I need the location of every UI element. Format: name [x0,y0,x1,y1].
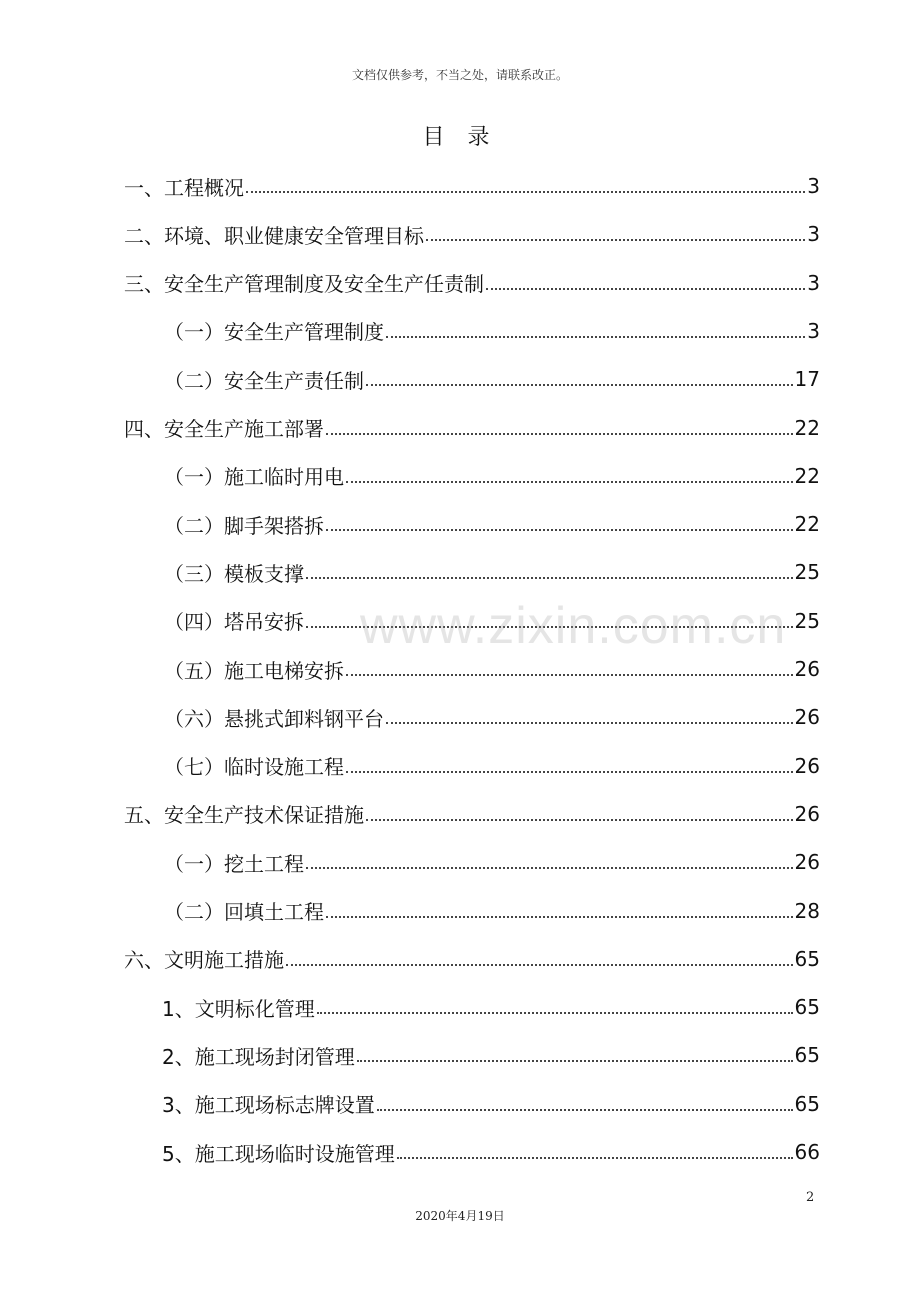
toc-entry[interactable] [164,645,820,693]
toc-entry[interactable] [164,693,820,741]
toc-dot-leader [357,1045,793,1065]
toc-title: 目 录 [422,125,498,150]
toc-dot-leader [386,321,805,341]
toc-entry[interactable] [164,548,820,596]
toc-entry-page: 3 [807,222,820,247]
toc-entry-label: 2、施工现场封闭管理 [162,1044,355,1069]
toc-dot-leader [346,659,793,679]
toc-entry-page: 26 [794,801,820,826]
toc-entry[interactable] [164,887,820,935]
toc-entry[interactable] [124,404,820,452]
toc-entry[interactable] [164,452,820,500]
toc-entry[interactable] [162,1080,820,1128]
footer-date: 2020年4月19日 [415,1209,505,1223]
toc-entry-label: （四）塔吊安拆 [164,610,304,635]
toc-dot-leader [286,949,793,969]
toc-entry[interactable] [162,1031,820,1079]
toc-entry-page: 26 [794,657,820,681]
header-note: 文档仅供参考，不当之处，请联系改正。 [351,68,568,82]
toc-entry-page: 65 [794,1091,820,1116]
toc-entry-page: 22 [794,415,820,440]
toc-entry[interactable] [164,838,820,886]
toc-entry[interactable] [164,597,820,645]
toc-entry-label: 三、安全生产管理制度及安全生产任责制 [124,272,484,297]
toc-dot-leader [366,369,793,389]
toc-entry-page: 22 [794,463,820,488]
toc-entry[interactable] [164,355,820,403]
toc-entry-label: 四、安全生产施工部署 [124,417,324,441]
toc-entry-label: 六、文明施工措施 [124,948,284,973]
toc-entry-label: （七）临时设施工程 [164,755,344,780]
toc-dot-leader [346,466,793,486]
toc-dot-leader [386,707,793,727]
toc-entry-label: （一）安全生产管理制度 [164,320,384,345]
toc-entry-page: 3 [807,174,820,198]
toc-dot-leader [326,514,793,534]
toc-entry-page: 25 [794,560,820,585]
toc-entry-page: 65 [794,995,820,1020]
toc-dot-leader [246,176,805,196]
watermark: www.zixin.com.cn [360,597,787,655]
toc-entry-page: 3 [807,318,820,343]
toc-entry-page: 26 [794,705,820,730]
toc-entry[interactable] [124,790,820,838]
toc-entry-page: 66 [794,1140,820,1164]
toc-dot-leader [346,756,793,776]
toc-dot-leader [306,611,793,631]
toc-entry-label: 3、施工现场标志牌设置 [162,1093,375,1118]
toc-entry-label: （六）悬挑式卸料钢平台 [164,706,384,731]
toc-entry-label: （五）施工电梯安拆 [164,658,344,683]
toc-entry-page: 3 [807,270,820,295]
toc-entry-label: 5、施工现场临时设施管理 [162,1141,395,1166]
page-number: 2 [806,1190,815,1205]
toc-entry-page: 25 [794,608,820,633]
toc-entry[interactable] [124,210,820,258]
toc-entry-label: （一）挖土工程 [164,851,304,876]
toc-dot-leader [306,852,793,872]
toc-entry[interactable] [164,500,820,548]
toc-entry-label: （一）施工临时用电 [164,465,344,490]
toc-entry-page: 22 [794,512,820,537]
toc-entry-label: （三）模板支撑 [164,561,304,586]
toc-entry-page: 65 [794,946,820,971]
toc-entry-label: （二）回填土工程 [164,900,324,924]
toc-entry-label: 五、安全生产技术保证措施 [124,803,364,828]
toc-entry-label: 一、工程概况 [124,175,244,200]
toc-dot-leader [377,1094,793,1114]
toc-dot-leader [486,273,805,293]
toc-entry[interactable] [162,983,820,1031]
toc-entry[interactable] [124,259,820,307]
toc-dot-leader [397,1142,793,1162]
toc-entry[interactable] [162,1128,820,1176]
toc-dot-leader [366,804,793,824]
toc-entry-page: 17 [794,367,820,392]
toc-entry[interactable] [124,935,820,983]
toc-entry[interactable] [164,307,820,355]
toc-dot-leader [317,997,793,1017]
toc-entry-label: （二）脚手架搭拆 [164,513,324,538]
toc-entry-page: 26 [794,753,820,778]
toc-entry-page: 65 [794,1043,820,1068]
toc-entry-label: 1、文明标化管理 [162,996,315,1021]
toc-entry-page: 26 [794,850,820,875]
toc-entry[interactable] [124,162,820,210]
toc-dot-leader [426,224,805,244]
toc-dot-leader [326,901,793,921]
toc-dot-leader [326,418,793,438]
toc-entry-page: 28 [794,898,820,923]
toc-dot-leader [306,562,793,582]
toc-entry-label: 二、环境、职业健康安全管理目标 [124,223,424,248]
toc-entry[interactable] [164,742,820,790]
toc-entry-label: （二）安全生产责任制 [164,368,364,393]
